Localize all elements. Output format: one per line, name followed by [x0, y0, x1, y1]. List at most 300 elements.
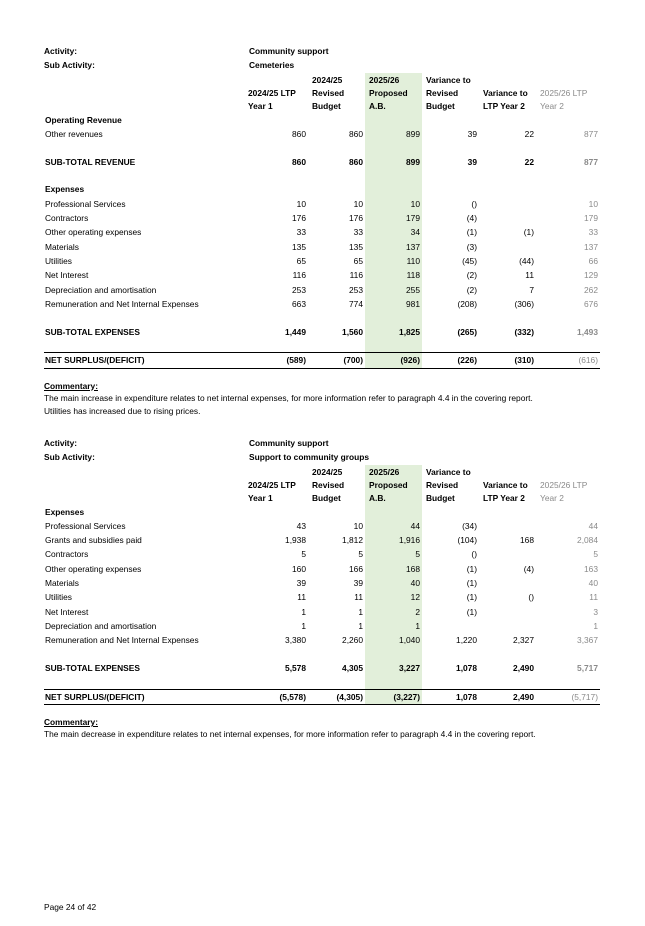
cell-value: 137 [584, 241, 598, 252]
cell-value: 1 [365, 619, 422, 633]
row-label: Expenses [45, 506, 85, 517]
cell-value [244, 648, 308, 662]
cell-value [479, 339, 536, 353]
cell-value: 877 [584, 128, 598, 139]
row-label: Contractors [45, 549, 89, 560]
cell-value: 160 [292, 563, 306, 574]
cell-value: (589) [244, 353, 308, 368]
row-label: SUB-TOTAL REVENUE [45, 156, 136, 167]
cell-value: 65 [296, 255, 306, 266]
cell-value [422, 339, 479, 353]
column-header-line: Year 2 [540, 492, 564, 503]
expense-row [44, 519, 600, 533]
cell-value: 66 [588, 255, 598, 266]
cell-value: 860 [292, 156, 306, 167]
expense-row [44, 533, 600, 547]
cell-value: 176 [292, 213, 306, 224]
commentary-body [44, 392, 600, 418]
spacer-row [44, 141, 600, 155]
cell-value: 168 [520, 535, 534, 546]
row-label: Operating Revenue [45, 114, 122, 125]
cell-value: 33 [588, 227, 598, 238]
column-header-line: 2025/26 LTP [540, 479, 588, 490]
cell-value [479, 675, 536, 689]
cell-value: 253 [292, 284, 306, 295]
cell-value: (104) [457, 535, 477, 546]
cell-value: 262 [584, 284, 598, 295]
spacer-row [44, 648, 600, 662]
header-row [44, 73, 600, 113]
cell-value: 163 [584, 563, 598, 574]
cell-value: 118 [365, 268, 422, 282]
cell-value: 65 [353, 255, 363, 266]
expenses-heading [44, 182, 600, 196]
column-header-line: Variance to [483, 479, 528, 490]
column-header-line: 2025/26 [369, 74, 400, 85]
cell-value: (310) [479, 353, 536, 368]
cell-value: 10 [365, 197, 422, 211]
cell-value [536, 339, 600, 353]
cell-value [244, 113, 308, 127]
activity-row [44, 44, 600, 58]
cell-value: 176 [349, 213, 363, 224]
spacer-row [44, 311, 600, 325]
section-community-groups [44, 436, 600, 741]
cell-value [308, 505, 365, 519]
column-header-line: Variance to [426, 466, 471, 477]
cell-value: 4,305 [342, 663, 363, 674]
column-header [422, 73, 479, 113]
cell-value: 1 [358, 620, 363, 631]
cell-value: 2,490 [513, 663, 534, 674]
cell-value: 1,560 [342, 326, 363, 337]
cell-value [422, 311, 479, 325]
row-label: Other operating expenses [45, 227, 142, 238]
cell-value [244, 141, 308, 155]
column-header-line: Year 2 [540, 100, 564, 111]
cell-value: 166 [349, 563, 363, 574]
cell-value: (926) [365, 353, 422, 368]
column-header-line: 2024/25 LTP [248, 479, 296, 490]
cell-value: 33 [296, 227, 306, 238]
cell-value: 663 [292, 298, 306, 309]
cell-value: 1,078 [456, 663, 477, 674]
row-label [44, 675, 244, 689]
expense-row [44, 268, 600, 282]
revenue-heading [44, 113, 600, 127]
header-blank [44, 465, 244, 505]
row-label [44, 311, 244, 325]
cell-value: (5,717) [536, 689, 600, 704]
cell-value: 12 [365, 590, 422, 604]
community-groups-table [44, 465, 600, 706]
expense-row [44, 283, 600, 297]
column-header-line [540, 74, 598, 87]
cell-value: 39 [467, 156, 477, 167]
row-label: Other revenues [45, 128, 103, 139]
row-label [44, 339, 244, 353]
cell-value: 1 [301, 620, 306, 631]
expense-row [44, 590, 600, 604]
cell-value: 1,449 [285, 326, 306, 337]
cell-value: 899 [365, 155, 422, 169]
cell-value [536, 141, 600, 155]
cell-value: 116 [349, 270, 363, 281]
cell-value: 11 [354, 592, 363, 603]
cell-value: 860 [349, 128, 363, 139]
cell-value: (1) [466, 578, 477, 589]
cell-value [479, 576, 536, 590]
column-header-line: Proposed [369, 87, 408, 98]
cell-value: 1,916 [365, 533, 422, 547]
cell-value: 39 [353, 578, 363, 589]
row-label: NET SURPLUS/(DEFICIT) [44, 353, 244, 368]
cell-value: 44 [588, 520, 598, 531]
cell-value: 5 [365, 547, 422, 561]
expense-row [44, 562, 600, 576]
cell-value: 2,084 [577, 535, 598, 546]
cell-value [308, 675, 365, 689]
net-surplus-row [44, 353, 600, 368]
cell-value [479, 311, 536, 325]
row-label: Materials [45, 241, 79, 252]
commentary-title: Commentary: [44, 380, 98, 391]
cell-value: 981 [365, 297, 422, 311]
column-header-line: 2024/25 [312, 466, 343, 477]
column-header-line: 2024/25 LTP [248, 87, 296, 98]
column-header-line: Revised [426, 87, 459, 98]
row-label [44, 169, 244, 183]
column-header-line: LTP Year 2 [483, 100, 525, 111]
column-header-line: Variance to [426, 74, 471, 85]
cell-value [365, 113, 422, 127]
cell-value: (4) [523, 563, 534, 574]
row-label: Utilities [45, 255, 72, 266]
cell-value: 3,380 [285, 635, 306, 646]
cell-value [308, 141, 365, 155]
cell-value [422, 113, 479, 127]
column-header-line: Year 1 [248, 492, 273, 503]
column-header [479, 73, 536, 113]
cemeteries-table [44, 73, 600, 369]
cell-value: 179 [584, 213, 598, 224]
table-body [44, 113, 600, 369]
cell-value: 5,717 [577, 663, 598, 674]
subactivity-row [44, 450, 600, 464]
expense-row [44, 254, 600, 268]
cell-value: 860 [292, 128, 306, 139]
cell-value [422, 141, 479, 155]
column-header-line: Variance to [483, 87, 528, 98]
cell-value [479, 505, 536, 519]
column-header-line [248, 466, 306, 479]
cell-value [536, 113, 600, 127]
cell-value [536, 675, 600, 689]
cell-value: 860 [349, 156, 363, 167]
revenue-row [44, 127, 600, 141]
column-header-line: Year 1 [248, 100, 273, 111]
cell-value [422, 182, 479, 196]
cell-value: 34 [365, 225, 422, 239]
cell-value [479, 648, 536, 662]
row-label: Depreciation and amortisation [45, 620, 157, 631]
table-header [44, 465, 600, 505]
net-surplus-row [44, 689, 600, 704]
cell-value: (2) [466, 284, 477, 295]
cell-value: (265) [457, 326, 477, 337]
column-header [308, 73, 365, 113]
cell-value: (226) [422, 353, 479, 368]
cell-value [479, 240, 536, 254]
cell-value: (1) [523, 227, 534, 238]
cell-value: 877 [584, 156, 598, 167]
row-label: Other operating expenses [45, 563, 142, 574]
row-label: NET SURPLUS/(DEFICIT) [44, 689, 244, 704]
cell-value: 33 [353, 227, 363, 238]
cell-value: 11 [525, 270, 534, 281]
cell-value: 110 [365, 254, 422, 268]
commentary-line: The main increase in expenditure relates to net internal expenses, for more information refer to paragraph 4.4 in the covering report. [44, 392, 533, 403]
cell-value: 5,578 [285, 663, 306, 674]
column-header-line: A.B. [369, 492, 386, 503]
cell-value: (5,578) [244, 689, 308, 704]
cell-value: 22 [524, 128, 534, 139]
cell-value: 11 [297, 592, 306, 603]
cell-value: (208) [457, 298, 477, 309]
commentary-title: Commentary: [44, 717, 98, 728]
cell-value [479, 605, 536, 619]
subactivity-row [44, 58, 600, 72]
row-label: Materials [45, 578, 79, 589]
row-label [44, 141, 244, 155]
cell-value [244, 505, 308, 519]
row-label [44, 648, 244, 662]
cell-value: (332) [514, 326, 534, 337]
column-header-line [483, 74, 534, 87]
cell-value: 1 [358, 606, 363, 617]
expense-row [44, 633, 600, 647]
table-body [44, 505, 600, 705]
column-header-line [483, 466, 534, 479]
row-label: Grants and subsidies paid [45, 535, 142, 546]
cell-value [365, 339, 422, 353]
column-header [536, 465, 600, 505]
cell-value: (1) [466, 606, 477, 617]
cell-value [244, 311, 308, 325]
expense-row [44, 225, 600, 239]
cell-value [536, 169, 600, 183]
cell-value [422, 619, 479, 633]
cell-value: 10 [353, 520, 363, 531]
expense-row [44, 240, 600, 254]
commentary-body [44, 728, 600, 741]
expense-row [44, 576, 600, 590]
column-header [536, 73, 600, 113]
spacer-row [44, 675, 600, 689]
row-label: Utilities [45, 592, 72, 603]
cell-value [308, 113, 365, 127]
cell-value [422, 675, 479, 689]
cell-value: (45) [462, 255, 477, 266]
expense-row [44, 197, 600, 211]
column-header-line: 2025/26 LTP [540, 87, 588, 98]
section-cemeteries [44, 44, 600, 418]
cell-value [365, 505, 422, 519]
cell-value: (2) [466, 270, 477, 281]
column-header [365, 73, 422, 113]
cell-value: 22 [524, 156, 534, 167]
cell-value [479, 547, 536, 561]
cell-value [244, 182, 308, 196]
cell-value: 5 [301, 549, 306, 560]
subtotal-expenses-row [44, 661, 600, 675]
cell-value: (34) [462, 520, 477, 531]
cell-value [479, 182, 536, 196]
column-header-line: Proposed [369, 479, 408, 490]
cell-value [479, 619, 536, 633]
subactivity-value: Cemeteries [249, 60, 295, 71]
activity-value: Community support [249, 438, 329, 448]
row-label: Net Interest [45, 270, 89, 281]
cell-value: 253 [349, 284, 363, 295]
cell-value [479, 197, 536, 211]
subactivity-label: Sub Activity: [44, 452, 95, 463]
column-header-line: Revised [312, 87, 345, 98]
expense-row [44, 619, 600, 633]
row-label: Remuneration and Net Internal Expenses [45, 635, 199, 646]
cell-value: 1,040 [365, 633, 422, 647]
cell-value [479, 113, 536, 127]
cell-value: 135 [292, 241, 306, 252]
activity-label: Activity: [44, 46, 78, 56]
cell-value: 1,825 [365, 325, 422, 339]
expenses-heading [44, 505, 600, 519]
cell-value: 40 [588, 578, 598, 589]
column-header [244, 465, 308, 505]
column-header [422, 465, 479, 505]
column-header-line: LTP Year 2 [483, 492, 525, 503]
cell-value: 137 [365, 240, 422, 254]
cell-value: 116 [292, 270, 306, 281]
cell-value [365, 648, 422, 662]
cell-value [536, 182, 600, 196]
column-header-line: Budget [426, 492, 455, 503]
cell-value: 10 [296, 198, 306, 209]
cell-value [365, 141, 422, 155]
row-label: Professional Services [45, 520, 126, 531]
cell-value: 1,078 [422, 689, 479, 704]
column-header-line [540, 466, 598, 479]
header-row [44, 465, 600, 505]
cell-value: (1) [466, 563, 477, 574]
cell-value: 2,327 [513, 635, 534, 646]
cell-value: 11 [589, 592, 598, 603]
activity-value: Community support [249, 46, 329, 56]
column-header-line: Revised [426, 479, 459, 490]
expense-row [44, 605, 600, 619]
cell-value: 899 [365, 127, 422, 141]
cell-value: 5 [593, 549, 598, 560]
activity-row [44, 436, 600, 450]
subactivity-value: Support to community groups [249, 452, 370, 463]
subtotal-revenue-row [44, 155, 600, 169]
spacer-row [44, 339, 600, 353]
column-header-line: Budget [312, 100, 341, 111]
cell-value: 168 [365, 562, 422, 576]
cell-value [479, 141, 536, 155]
row-label: SUB-TOTAL EXPENSES [45, 326, 140, 337]
column-header-line: Revised [312, 479, 345, 490]
cell-value: 39 [467, 128, 477, 139]
cell-value [308, 339, 365, 353]
cell-value [536, 505, 600, 519]
cell-value: 10 [588, 198, 598, 209]
cell-value: (3) [466, 241, 477, 252]
cell-value [308, 182, 365, 196]
cell-value: () [471, 198, 477, 209]
cell-value: 5 [358, 549, 363, 560]
cell-value: 676 [584, 298, 598, 309]
row-label: SUB-TOTAL EXPENSES [45, 663, 140, 674]
row-label: Remuneration and Net Internal Expenses [45, 298, 199, 309]
cell-value: () [528, 592, 534, 603]
commentary-line: Utilities has increased due to rising prices. [44, 405, 201, 416]
cell-value: 1,220 [456, 635, 477, 646]
cell-value: 44 [365, 519, 422, 533]
cell-value: (1) [466, 592, 477, 603]
cell-value: 1,938 [285, 535, 306, 546]
cell-value: 1 [301, 606, 306, 617]
expense-row [44, 547, 600, 561]
cell-value [365, 311, 422, 325]
cell-value: (3,227) [365, 689, 422, 704]
cell-value: 1,493 [577, 326, 598, 337]
cell-value: 40 [365, 576, 422, 590]
commentary-line: The main decrease in expenditure relates to net internal expenses, for more information refer to paragraph 4.4 in the covering report. [44, 729, 536, 740]
cell-value [244, 675, 308, 689]
column-header-line: A.B. [369, 100, 386, 111]
cell-value: 2,260 [342, 635, 363, 646]
row-label: Net Interest [45, 606, 89, 617]
header-blank [44, 73, 244, 113]
cell-value: (306) [514, 298, 534, 309]
cell-value [479, 211, 536, 225]
cell-value: (44) [519, 255, 534, 266]
column-header-line: 2024/25 [312, 74, 343, 85]
cell-value: (1) [466, 227, 477, 238]
cell-value [308, 648, 365, 662]
cell-value [479, 169, 536, 183]
cell-value [365, 169, 422, 183]
cell-value: 3,367 [577, 635, 598, 646]
column-header-line: Budget [312, 492, 341, 503]
cell-value: 10 [353, 198, 363, 209]
column-header [308, 465, 365, 505]
activity-label: Activity: [44, 438, 78, 448]
column-header [244, 73, 308, 113]
expense-row [44, 211, 600, 225]
cell-value [536, 648, 600, 662]
row-label: Depreciation and amortisation [45, 284, 157, 295]
cell-value: (4,305) [308, 689, 365, 704]
cell-value [365, 675, 422, 689]
column-header-line: Budget [426, 100, 455, 111]
cell-value: 1 [593, 620, 598, 631]
cell-value [479, 519, 536, 533]
cell-value [244, 339, 308, 353]
cell-value: 7 [529, 284, 534, 295]
cell-value [422, 648, 479, 662]
